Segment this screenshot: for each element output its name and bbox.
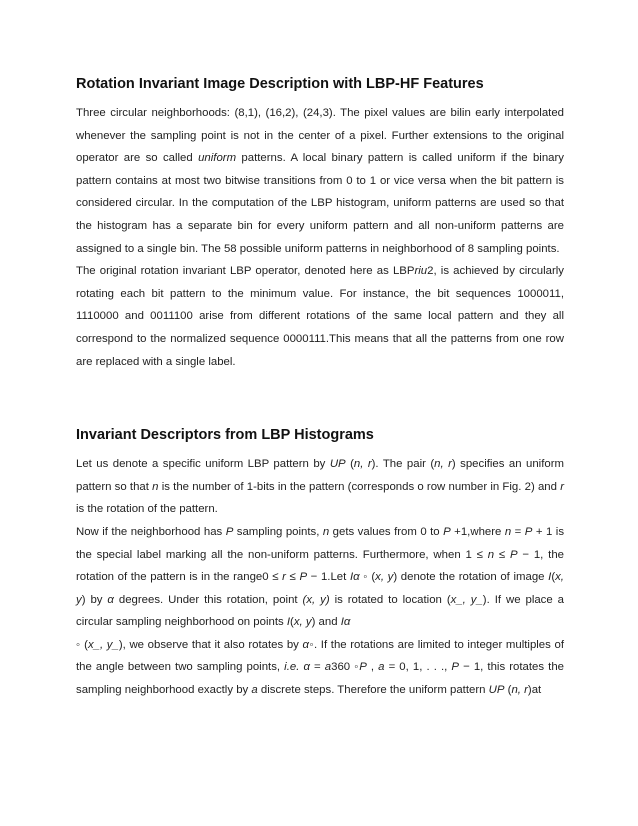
text-run-italic: a	[251, 684, 258, 697]
text-run: ◦. If the rotations are limited to integer multiples of the angle between two sampling points,	[76, 638, 564, 674]
text-run: ). The pair (	[371, 458, 435, 471]
text-run-italic: I	[548, 571, 552, 584]
paragraph-neighborhood-rotation	[76, 521, 564, 634]
section-title-lbp-hf: Rotation Invariant Image Description with LBP-HF Features	[76, 76, 484, 92]
text-run: is the number of 1-bits in the pattern (corresponds o row number in Fig. 2) and	[158, 480, 561, 493]
text-run-italic: riu	[414, 265, 428, 278]
text-run-italic: n, r	[434, 458, 452, 471]
text-run-italic: I	[286, 616, 291, 629]
text-run-italic: n	[152, 480, 159, 493]
text-run-italic: P	[225, 525, 234, 538]
text-run: Let us denote a specific uniform LBP pattern by	[76, 458, 330, 471]
text-run-italic: P	[451, 661, 460, 674]
text-run: +1,where	[450, 525, 505, 538]
text-run: gets values from 0 to	[329, 525, 444, 538]
text-run: patterns. A local binary pattern is called uniform if the binary pattern contains at most two bitwise transitions from 0 to 1 or vice versa when the bit pattern is considered circular. In the computation of the LBP histogram, uniform patterns are used so that the histogram has a separate bin for every uniform pattern and all non-uniform patterns are assigned to a single bin. The 58 possible uniform patterns in neighborhood of 8 sampling points.	[76, 152, 564, 255]
text-run-italic: x_, y_	[87, 638, 119, 651]
text-run-italic: n	[504, 525, 512, 538]
text-run: ) denote the rotation of image	[393, 571, 549, 584]
text-run-italic: x, y	[293, 616, 312, 629]
paragraph-discrete-steps	[76, 634, 564, 702]
text-run-italic: Iα	[349, 571, 360, 584]
text-run: ) specifies an uniform pattern so that	[76, 458, 564, 493]
text-run: The original rotation invariant LBP operator, denoted here as LBP	[76, 265, 415, 278]
text-run: ◦ (	[76, 638, 88, 651]
text-run-italic: ≤ n ≤ P	[476, 548, 518, 561]
text-run: (	[290, 616, 294, 629]
text-run-italic: n, r	[353, 458, 372, 471]
text-run: degrees. Under this rotation, point	[113, 593, 303, 606]
text-run-italic: a	[324, 661, 332, 674]
text-run: sampling points,	[233, 525, 323, 538]
text-run: ,	[366, 661, 379, 674]
text-run-italic: uniform	[198, 152, 237, 165]
text-run: =	[511, 525, 525, 538]
text-run: − 1.Let	[307, 571, 350, 584]
text-run-italic: r	[560, 480, 564, 493]
text-run: 2, is achieved by circularly rotating each bit pattern to the minimum value. For instance, the bit sequences 1000011, 1110000 and 0011100 arise from different rotations of the same local pattern and they all correspond to the normalized sequence 0000111.This means that all the patterns from one row are replaced with a single label.	[76, 265, 564, 368]
document-page	[76, 72, 564, 702]
paragraph-uniform-lbp-pattern	[76, 453, 564, 521]
text-run-italic: α	[107, 593, 114, 606]
text-run-italic: P	[359, 661, 367, 674]
text-run: (	[551, 571, 556, 584]
text-run: ), we observe that it also rotates by	[118, 638, 303, 651]
text-run-italic: a	[378, 661, 385, 674]
paragraph-uniform-patterns	[76, 102, 564, 260]
text-run: (	[345, 458, 354, 471]
text-run-italic: x, y	[375, 571, 394, 584]
text-run-italic: ≤ r ≤ P	[272, 571, 308, 584]
text-run-italic: x, y	[76, 571, 564, 606]
text-run: 360 ◦	[331, 661, 360, 674]
text-run: − 1, this rotates the sampling neighborhood exactly by	[76, 661, 564, 697]
text-run-italic: Iα	[340, 616, 351, 629]
text-run-italic: α	[302, 638, 309, 651]
text-run-italic: (x, y)	[302, 593, 330, 606]
text-run: Now if the neighborhood has	[76, 525, 226, 538]
text-run-italic: n	[322, 525, 330, 538]
text-run: ). If we place a circular sampling neighborhood on points	[76, 593, 564, 629]
text-run-italic: P	[443, 525, 451, 538]
text-run-italic: x_, y_	[450, 593, 483, 606]
text-run: (	[504, 684, 512, 697]
text-run: ◦ (	[359, 571, 376, 584]
text-run: − 1, the rotation of the pattern is in the range0	[76, 548, 564, 584]
text-run: )at	[527, 684, 542, 697]
text-run: is rotated to location (	[329, 593, 451, 606]
text-run: =	[309, 661, 325, 674]
text-run-italic: n, r	[511, 684, 528, 697]
paragraph-rotation-invariant	[76, 260, 564, 373]
text-run: = 0, 1, . . .,	[384, 661, 452, 674]
text-run: ) and	[311, 616, 341, 629]
text-run: discrete steps. Therefore the uniform pattern	[257, 684, 489, 697]
text-run: Three circular neighborhoods: (8,1), (16,2), (24,3). The pixel values are bilin early interpolated whenever the sampling point is not in the center of a pixel. Further extensions to the original operator are so called	[76, 107, 564, 165]
text-run-italic: i.e. α	[284, 661, 310, 674]
text-run: + 1 is the special label marking all the non-uniform patterns. Furthermore, when 1	[76, 525, 565, 561]
text-run-italic: UP	[329, 458, 346, 471]
section-title-invariant-descriptors: Invariant Descriptors from LBP Histograms	[76, 427, 374, 444]
text-run-italic: P	[524, 525, 533, 538]
text-run: ) by	[81, 593, 108, 606]
section-spacer	[76, 373, 564, 423]
text-run: is the rotation of the pattern.	[76, 503, 218, 516]
text-run-italic: UP	[488, 684, 505, 697]
